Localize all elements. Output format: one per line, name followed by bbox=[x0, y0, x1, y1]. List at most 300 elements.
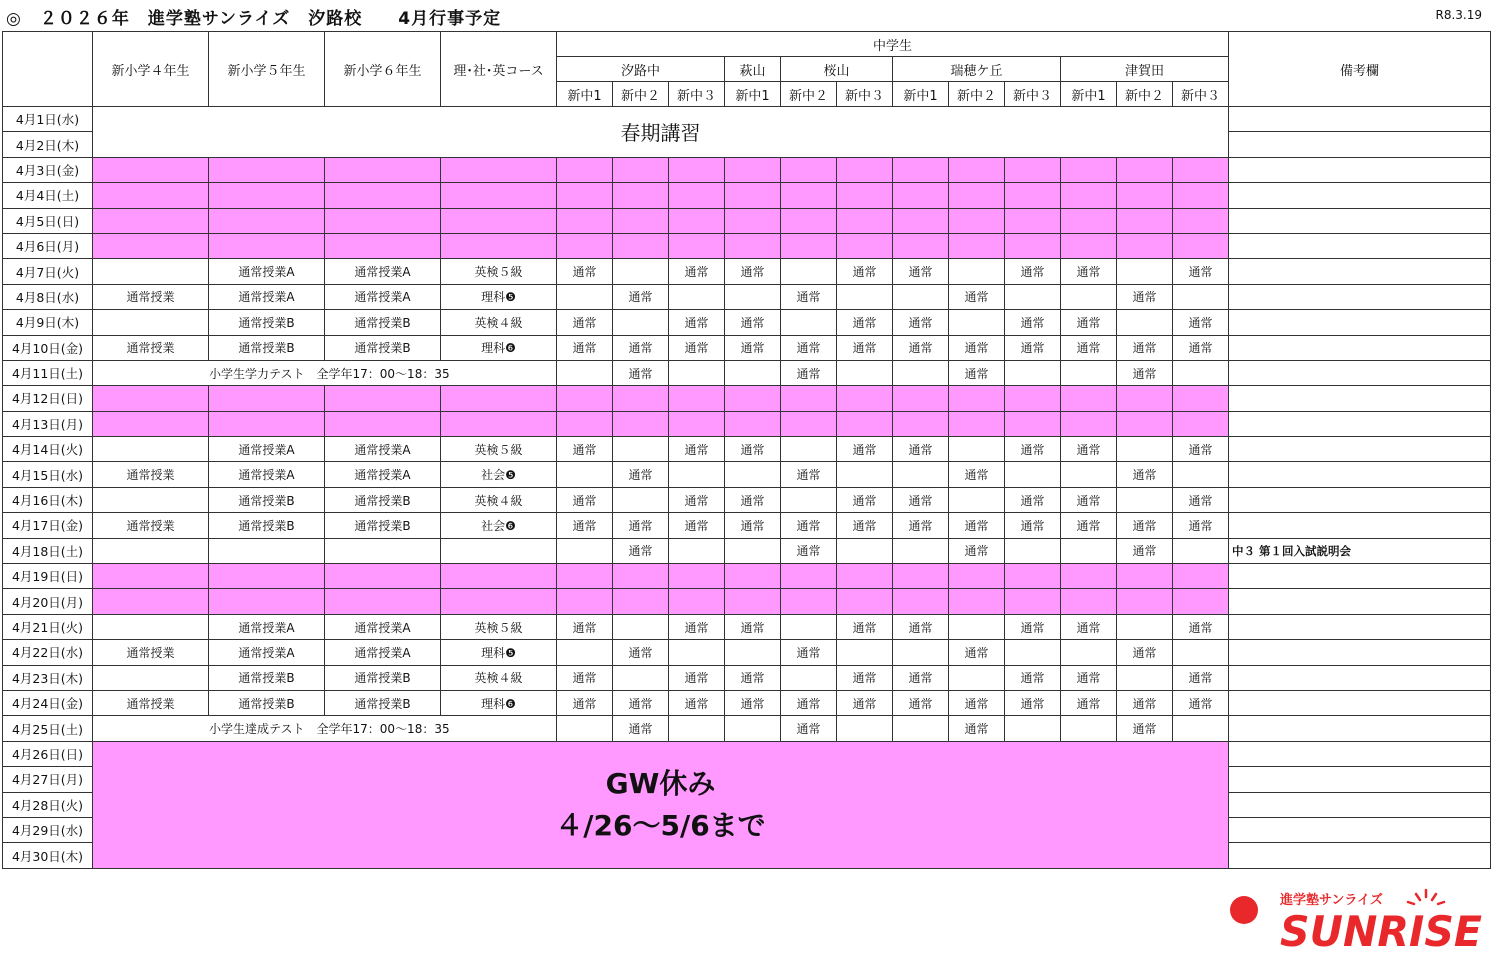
schedule-cell: 通常 bbox=[557, 690, 613, 715]
schedule-cell bbox=[1117, 487, 1173, 512]
day-cell: 4月2日(木) bbox=[3, 132, 93, 157]
holiday-cell bbox=[209, 157, 325, 182]
holiday-cell bbox=[1117, 589, 1173, 614]
schedule-cell bbox=[557, 640, 613, 665]
schedule-cell: 通常 bbox=[949, 360, 1005, 385]
holiday-cell bbox=[93, 157, 209, 182]
holiday-cell bbox=[837, 233, 893, 258]
schedule-cell bbox=[781, 614, 837, 639]
schedule-cell bbox=[669, 462, 725, 487]
schedule-cell: 通常 bbox=[725, 259, 781, 284]
schedule-cell bbox=[837, 360, 893, 385]
schedule-cell: 通常 bbox=[893, 487, 949, 512]
holiday-cell bbox=[725, 564, 781, 589]
table-row bbox=[3, 690, 1491, 715]
schedule-cell: 通常 bbox=[613, 690, 669, 715]
holiday-cell bbox=[441, 589, 557, 614]
holiday-cell bbox=[893, 411, 949, 436]
revision-date: R8.3.19 bbox=[1435, 8, 1482, 22]
table-row bbox=[3, 259, 1491, 284]
day-cell: 4月22日(水) bbox=[3, 640, 93, 665]
schedule-cell bbox=[725, 538, 781, 563]
schedule-cell bbox=[557, 462, 613, 487]
holiday-cell bbox=[441, 386, 557, 411]
schedule-cell: 通常授業A bbox=[325, 284, 441, 309]
holiday-cell bbox=[209, 411, 325, 436]
notes-cell bbox=[1229, 107, 1491, 132]
schedule-cell bbox=[837, 716, 893, 741]
schedule-cell bbox=[669, 284, 725, 309]
schedule-cell: 通常 bbox=[893, 310, 949, 335]
logo-subtitle: 進学塾サンライズ bbox=[1280, 893, 1383, 908]
holiday-cell bbox=[837, 589, 893, 614]
schedule-cell bbox=[893, 462, 949, 487]
schedule-cell bbox=[613, 665, 669, 690]
schedule-cell: 通常 bbox=[781, 360, 837, 385]
notes-cell bbox=[1229, 462, 1491, 487]
schedule-cell: 通常 bbox=[1173, 259, 1229, 284]
table-row bbox=[3, 665, 1491, 690]
schedule-cell bbox=[669, 716, 725, 741]
sun-icon bbox=[1230, 896, 1258, 924]
schedule-cell: 通常 bbox=[1061, 335, 1117, 360]
holiday-cell bbox=[1061, 233, 1117, 258]
schedule-cell bbox=[1117, 665, 1173, 690]
notes-cell bbox=[1229, 411, 1491, 436]
holiday-cell bbox=[781, 386, 837, 411]
table-row bbox=[3, 614, 1491, 639]
schedule-cell bbox=[781, 487, 837, 512]
holiday-cell bbox=[837, 564, 893, 589]
schedule-cell: 通常 bbox=[557, 665, 613, 690]
schedule-cell: 通常 bbox=[837, 513, 893, 538]
schedule-cell bbox=[1117, 259, 1173, 284]
holiday-cell bbox=[949, 183, 1005, 208]
header-school-hagiyama: 萩山 bbox=[725, 57, 781, 82]
schedule-cell bbox=[209, 538, 325, 563]
holiday-cell bbox=[1117, 411, 1173, 436]
schedule-cell: 通常 bbox=[557, 614, 613, 639]
schedule-cell bbox=[441, 538, 557, 563]
holiday-cell bbox=[1005, 589, 1061, 614]
schedule-cell bbox=[1117, 310, 1173, 335]
holiday-cell bbox=[1061, 411, 1117, 436]
schedule-cell: 通常授業 bbox=[93, 284, 209, 309]
table-row bbox=[3, 716, 1491, 741]
table-row bbox=[3, 538, 1491, 563]
schedule-cell: 通常 bbox=[725, 335, 781, 360]
schedule-cell: 通常 bbox=[669, 310, 725, 335]
schedule-cell bbox=[1061, 538, 1117, 563]
gw-holiday-banner bbox=[93, 741, 1229, 868]
notes-cell bbox=[1229, 767, 1491, 792]
schedule-cell: 通常授業B bbox=[325, 487, 441, 512]
schedule-cell: 通常 bbox=[837, 310, 893, 335]
schedule-cell bbox=[613, 437, 669, 462]
schedule-cell: 通常 bbox=[1173, 614, 1229, 639]
day-cell: 4月25日(土) bbox=[3, 716, 93, 741]
schedule-cell bbox=[781, 665, 837, 690]
day-cell: 4月21日(火) bbox=[3, 614, 93, 639]
holiday-cell bbox=[893, 386, 949, 411]
schedule-cell: 通常 bbox=[613, 360, 669, 385]
schedule-cell: 通常 bbox=[613, 462, 669, 487]
notes-cell bbox=[1229, 208, 1491, 233]
schedule-cell: 英検４級 bbox=[441, 487, 557, 512]
schedule-cell: 通常 bbox=[1173, 437, 1229, 462]
schedule-cell: 通常 bbox=[1061, 614, 1117, 639]
holiday-cell bbox=[669, 183, 725, 208]
sun-rays-icon bbox=[1408, 890, 1444, 904]
holiday-cell bbox=[669, 589, 725, 614]
schedule-cell: 通常授業 bbox=[93, 335, 209, 360]
holiday-cell bbox=[93, 411, 209, 436]
header-grade-col: 新中３ bbox=[1173, 82, 1229, 107]
table-row bbox=[3, 107, 1491, 132]
schedule-cell: 通常 bbox=[557, 310, 613, 335]
table-row bbox=[3, 437, 1491, 462]
schedule-cell: 通常授業B bbox=[209, 690, 325, 715]
day-cell: 4月9日(木) bbox=[3, 310, 93, 335]
schedule-cell: 通常 bbox=[613, 513, 669, 538]
holiday-cell bbox=[613, 233, 669, 258]
schedule-cell bbox=[725, 640, 781, 665]
table-row bbox=[3, 208, 1491, 233]
schedule-cell: 通常 bbox=[557, 437, 613, 462]
schedule-cell bbox=[1173, 716, 1229, 741]
table-row bbox=[3, 640, 1491, 665]
schedule-cell: 通常授業 bbox=[93, 640, 209, 665]
schedule-cell bbox=[613, 310, 669, 335]
schedule-cell: 通常授業A bbox=[209, 437, 325, 462]
day-cell: 4月18日(土) bbox=[3, 538, 93, 563]
holiday-cell bbox=[441, 411, 557, 436]
holiday-cell bbox=[1117, 208, 1173, 233]
schedule-cell: 英検５級 bbox=[441, 259, 557, 284]
table-row bbox=[3, 183, 1491, 208]
holiday-cell bbox=[837, 411, 893, 436]
day-cell: 4月13日(月) bbox=[3, 411, 93, 436]
notes-cell bbox=[1229, 233, 1491, 258]
schedule-cell: 通常授業B bbox=[325, 690, 441, 715]
schedule-cell: 通常授業A bbox=[325, 614, 441, 639]
header-grade-col: 新中３ bbox=[669, 82, 725, 107]
schedule-cell: 通常 bbox=[1173, 335, 1229, 360]
schedule-cell: 通常 bbox=[1005, 690, 1061, 715]
schedule-cell: 通常授業 bbox=[93, 513, 209, 538]
schedule-cell: 理科❻ bbox=[441, 335, 557, 360]
header-grade-col: 新中1 bbox=[893, 82, 949, 107]
holiday-cell bbox=[557, 589, 613, 614]
notes-cell bbox=[1229, 614, 1491, 639]
day-cell: 4月1日(水) bbox=[3, 107, 93, 132]
notes-cell bbox=[1229, 386, 1491, 411]
holiday-cell bbox=[893, 157, 949, 182]
schedule-cell: 通常 bbox=[893, 259, 949, 284]
schedule-cell: 通常授業A bbox=[209, 259, 325, 284]
schedule-cell: 通常 bbox=[949, 716, 1005, 741]
schedule-cell bbox=[949, 665, 1005, 690]
holiday-cell bbox=[1061, 157, 1117, 182]
holiday-cell bbox=[669, 564, 725, 589]
table-row bbox=[3, 360, 1491, 385]
schedule-cell bbox=[1173, 640, 1229, 665]
schedule-cell bbox=[893, 716, 949, 741]
schedule-cell bbox=[669, 538, 725, 563]
schedule-cell bbox=[93, 437, 209, 462]
schedule-cell: 通常 bbox=[613, 640, 669, 665]
schedule-cell: 理科❺ bbox=[441, 640, 557, 665]
schedule-cell: 社会❻ bbox=[441, 513, 557, 538]
holiday-cell bbox=[1061, 183, 1117, 208]
notes-cell bbox=[1229, 513, 1491, 538]
schedule-cell: 理科❻ bbox=[441, 690, 557, 715]
schedule-cell bbox=[725, 462, 781, 487]
notes-cell bbox=[1229, 487, 1491, 512]
holiday-cell bbox=[1005, 564, 1061, 589]
schedule-cell: 通常 bbox=[893, 614, 949, 639]
schedule-cell: 通常 bbox=[949, 462, 1005, 487]
holiday-cell bbox=[557, 208, 613, 233]
schedule-cell bbox=[1173, 462, 1229, 487]
table-row bbox=[3, 284, 1491, 309]
holiday-cell bbox=[557, 386, 613, 411]
schedule-cell: 通常 bbox=[781, 640, 837, 665]
header-grade-col: 新中1 bbox=[1061, 82, 1117, 107]
header-notes: 備考欄 bbox=[1229, 32, 1491, 107]
day-cell: 4月7日(火) bbox=[3, 259, 93, 284]
day-cell: 4月17日(金) bbox=[3, 513, 93, 538]
holiday-cell bbox=[1173, 386, 1229, 411]
schedule-cell: 通常 bbox=[837, 335, 893, 360]
schedule-cell bbox=[1061, 462, 1117, 487]
holiday-cell bbox=[557, 411, 613, 436]
header-school-sakurayama: 桜山 bbox=[781, 57, 893, 82]
holiday-cell bbox=[669, 411, 725, 436]
schedule-cell bbox=[949, 259, 1005, 284]
notes-cell bbox=[1229, 843, 1491, 868]
schedule-cell: 通常 bbox=[1173, 665, 1229, 690]
schedule-cell: 通常 bbox=[949, 538, 1005, 563]
holiday-cell bbox=[893, 208, 949, 233]
schedule-cell bbox=[949, 614, 1005, 639]
notes-cell bbox=[1229, 589, 1491, 614]
header-grade-col: 新中1 bbox=[725, 82, 781, 107]
notes-cell bbox=[1229, 157, 1491, 182]
header-grade-col: 新中２ bbox=[1117, 82, 1173, 107]
schedule-cell: 通常授業B bbox=[209, 487, 325, 512]
header-course: 理･社･英コース bbox=[441, 32, 557, 107]
schedule-cell bbox=[725, 716, 781, 741]
schedule-cell: 通常 bbox=[949, 284, 1005, 309]
schedule-cell: 通常 bbox=[949, 640, 1005, 665]
schedule-cell: 通常 bbox=[837, 614, 893, 639]
schedule-cell: 通常 bbox=[1005, 487, 1061, 512]
schedule-cell: 通常 bbox=[837, 259, 893, 284]
holiday-cell bbox=[93, 183, 209, 208]
schedule-cell: 通常 bbox=[1005, 259, 1061, 284]
holiday-cell bbox=[209, 183, 325, 208]
schedule-cell: 通常 bbox=[1061, 690, 1117, 715]
notes-cell bbox=[1229, 284, 1491, 309]
schedule-cell: 通常授業A bbox=[209, 614, 325, 639]
holiday-cell bbox=[1061, 589, 1117, 614]
notes-cell bbox=[1229, 665, 1491, 690]
schedule-cell: 通常 bbox=[725, 690, 781, 715]
schedule-cell: 通常 bbox=[893, 335, 949, 360]
schedule-cell: 通常授業 bbox=[93, 462, 209, 487]
day-cell: 4月8日(水) bbox=[3, 284, 93, 309]
notes-cell bbox=[1229, 360, 1491, 385]
schedule-cell bbox=[837, 640, 893, 665]
holiday-cell bbox=[1173, 233, 1229, 258]
holiday-cell bbox=[837, 183, 893, 208]
holiday-cell bbox=[725, 183, 781, 208]
schedule-cell: 通常授業A bbox=[325, 640, 441, 665]
holiday-cell bbox=[209, 589, 325, 614]
schedule-cell: 通常 bbox=[669, 690, 725, 715]
schedule-cell: 通常 bbox=[893, 513, 949, 538]
day-cell: 4月24日(金) bbox=[3, 690, 93, 715]
schedule-cell bbox=[725, 360, 781, 385]
day-cell: 4月15日(水) bbox=[3, 462, 93, 487]
holiday-cell bbox=[669, 233, 725, 258]
schedule-cell bbox=[837, 462, 893, 487]
header-grade5: 新小学５年生 bbox=[209, 32, 325, 107]
day-cell: 4月28日(火) bbox=[3, 792, 93, 817]
holiday-cell bbox=[725, 208, 781, 233]
holiday-cell bbox=[93, 589, 209, 614]
schedule-cell: 通常 bbox=[781, 716, 837, 741]
holiday-cell bbox=[781, 233, 837, 258]
schedule-cell bbox=[949, 487, 1005, 512]
notes-cell bbox=[1229, 690, 1491, 715]
holiday-cell bbox=[1173, 157, 1229, 182]
gw-title: GW休み bbox=[605, 766, 716, 800]
schedule-cell bbox=[725, 284, 781, 309]
notes-cell bbox=[1229, 437, 1491, 462]
schedule-cell: 通常 bbox=[557, 487, 613, 512]
holiday-cell bbox=[725, 157, 781, 182]
header-grade-col: 新中２ bbox=[949, 82, 1005, 107]
schedule-cell bbox=[557, 538, 613, 563]
holiday-cell bbox=[1173, 208, 1229, 233]
holiday-cell bbox=[893, 183, 949, 208]
schedule-cell bbox=[1117, 437, 1173, 462]
table-row bbox=[3, 564, 1491, 589]
header-middle-school: 中学生 bbox=[557, 32, 1229, 57]
gw-period: ４/26～5/6まで bbox=[555, 808, 766, 842]
notes-cell bbox=[1229, 259, 1491, 284]
day-cell: 4月20日(月) bbox=[3, 589, 93, 614]
schedule-cell: 通常授業A bbox=[209, 640, 325, 665]
holiday-cell bbox=[209, 233, 325, 258]
table-row bbox=[3, 741, 1491, 766]
schedule-cell bbox=[557, 716, 613, 741]
holiday-cell bbox=[613, 157, 669, 182]
spring-course-banner: 春期講習 bbox=[93, 107, 1229, 158]
schedule-cell: 通常 bbox=[1005, 437, 1061, 462]
schedule-cell: 通常授業B bbox=[209, 310, 325, 335]
schedule-cell: 通常 bbox=[1173, 690, 1229, 715]
holiday-cell bbox=[949, 208, 1005, 233]
schedule-cell: 通常 bbox=[669, 487, 725, 512]
notes-cell bbox=[1229, 741, 1491, 766]
schedule-cell: 通常 bbox=[1061, 259, 1117, 284]
schedule-cell: 通常 bbox=[949, 335, 1005, 360]
schedule-cell: 通常授業B bbox=[325, 335, 441, 360]
schedule-cell: 通常 bbox=[781, 335, 837, 360]
table-row bbox=[3, 411, 1491, 436]
header-grade-col: 新中1 bbox=[557, 82, 613, 107]
schedule-cell: 通常 bbox=[669, 437, 725, 462]
schedule-cell bbox=[1173, 538, 1229, 563]
schedule-cell: 通常 bbox=[725, 513, 781, 538]
schedule-cell: 通常 bbox=[557, 513, 613, 538]
schedule-cell: 通常 bbox=[837, 690, 893, 715]
holiday-cell bbox=[557, 157, 613, 182]
holiday-cell bbox=[441, 564, 557, 589]
schedule-cell bbox=[1173, 360, 1229, 385]
notes-cell bbox=[1229, 716, 1491, 741]
schedule-cell: 通常 bbox=[1005, 335, 1061, 360]
schedule-cell: 通常 bbox=[725, 437, 781, 462]
schedule-cell bbox=[613, 487, 669, 512]
schedule-cell bbox=[1061, 640, 1117, 665]
holiday-cell bbox=[893, 233, 949, 258]
table-row bbox=[3, 589, 1491, 614]
holiday-cell bbox=[557, 183, 613, 208]
holiday-cell bbox=[325, 157, 441, 182]
schedule-cell: 通常 bbox=[781, 284, 837, 309]
schedule-cell: 通常 bbox=[1005, 513, 1061, 538]
day-cell: 4月5日(日) bbox=[3, 208, 93, 233]
schedule-cell bbox=[557, 284, 613, 309]
schedule-cell: 通常 bbox=[1061, 665, 1117, 690]
holiday-cell bbox=[557, 233, 613, 258]
schedule-cell: 通常授業A bbox=[209, 462, 325, 487]
header-school-tsugata: 津賀田 bbox=[1061, 57, 1229, 82]
schedule-cell bbox=[669, 360, 725, 385]
holiday-cell bbox=[325, 208, 441, 233]
holiday-cell bbox=[949, 157, 1005, 182]
day-cell: 4月19日(日) bbox=[3, 564, 93, 589]
day-cell: 4月6日(月) bbox=[3, 233, 93, 258]
schedule-cell: 通常 bbox=[837, 437, 893, 462]
schedule-cell: 通常 bbox=[669, 665, 725, 690]
schedule-cell: 通常 bbox=[613, 284, 669, 309]
day-cell: 4月10日(金) bbox=[3, 335, 93, 360]
holiday-cell bbox=[613, 564, 669, 589]
schedule-cell bbox=[1005, 640, 1061, 665]
holiday-cell bbox=[725, 411, 781, 436]
holiday-cell bbox=[781, 157, 837, 182]
day-cell: 4月23日(木) bbox=[3, 665, 93, 690]
notes-cell bbox=[1229, 817, 1491, 842]
day-cell: 4月11日(土) bbox=[3, 360, 93, 385]
schedule-cell: 理科❺ bbox=[441, 284, 557, 309]
notes-cell bbox=[1229, 183, 1491, 208]
holiday-cell bbox=[781, 208, 837, 233]
schedule-cell: 通常 bbox=[1005, 665, 1061, 690]
schedule-cell: 通常 bbox=[1061, 437, 1117, 462]
schedule-cell bbox=[93, 665, 209, 690]
schedule-cell: 英検４級 bbox=[441, 310, 557, 335]
schedule-cell bbox=[613, 614, 669, 639]
schedule-cell: 通常授業A bbox=[209, 284, 325, 309]
schedule-cell bbox=[1061, 360, 1117, 385]
elementary-test-cell: 小学生達成テスト 全学年17：00～18：35 bbox=[93, 716, 557, 741]
